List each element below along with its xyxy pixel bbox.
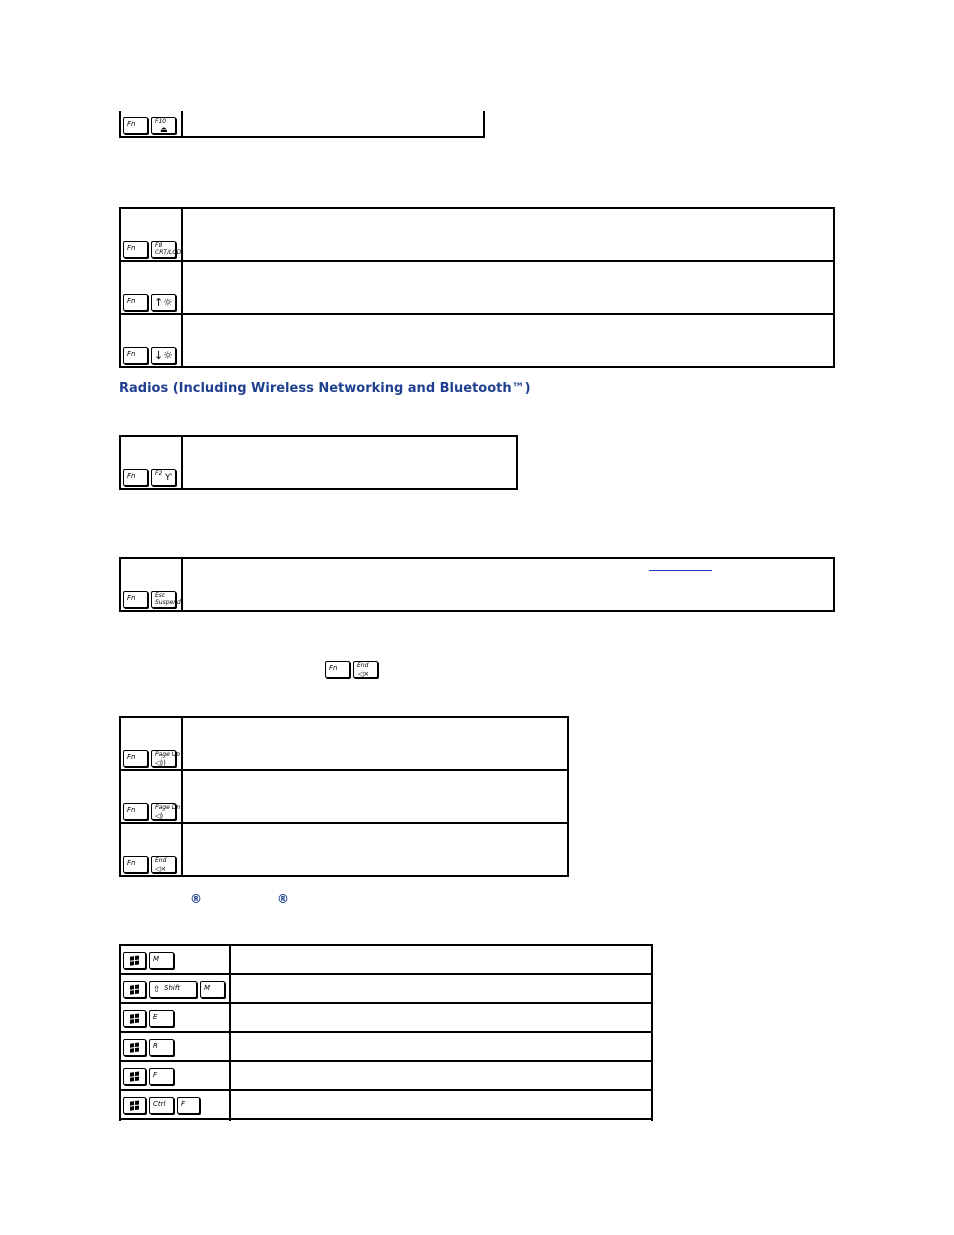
page-up-key: Page Up ◁)): [151, 750, 176, 767]
antenna-icon: Ƴ: [165, 473, 172, 483]
key-combo-cell: [120, 717, 182, 770]
key-combo-cell: [120, 1003, 230, 1032]
description-cell: [230, 1032, 652, 1061]
key-combo-cell: [120, 974, 230, 1003]
ctrl-key: Ctrl: [149, 1097, 174, 1114]
windows-logo-icon: [130, 1013, 140, 1024]
description-cell: [182, 823, 568, 876]
fn-key: Fn: [123, 591, 148, 608]
f2-key: F2 Ƴ: [151, 469, 176, 486]
f-key: F: [177, 1097, 200, 1114]
fn-key: Fn: [123, 750, 148, 767]
description-cell: [182, 208, 834, 261]
registered-mark: ®: [190, 892, 202, 906]
radios-heading: Radios (Including Wireless Networking and Bluetooth™): [119, 381, 531, 396]
down-brightness-key: [151, 347, 176, 364]
fn-key: Fn: [123, 803, 148, 820]
windows-key: [123, 1010, 146, 1027]
esc-key: Esc Suspend: [151, 591, 176, 608]
description-cell: [182, 261, 834, 314]
description-cell: [230, 945, 652, 974]
end-key: End ◁×: [353, 661, 378, 678]
description-cell: [230, 1090, 652, 1119]
fn-key: Fn: [123, 294, 148, 311]
m-key: M: [200, 981, 225, 998]
page-dn-key: Page Dn ◁): [151, 803, 176, 820]
fn-key: Fn: [123, 856, 148, 873]
key-combo-cell: [120, 1032, 230, 1061]
fn-key: Fn: [123, 469, 148, 486]
description-cell: [182, 111, 484, 137]
windows-logo-icon: [130, 1042, 140, 1053]
eject-hotkey-table: [119, 111, 485, 138]
eject-icon: ⏏: [160, 125, 168, 134]
key-combo-cell: [120, 111, 182, 137]
volume-down-icon: ◁): [155, 812, 164, 820]
key-combo-cell: [120, 261, 182, 314]
power-management-link[interactable]: [649, 570, 712, 571]
windows-logo-icon: [130, 1100, 140, 1111]
radios-hotkey-table: [119, 435, 518, 490]
f-key: F: [149, 1068, 174, 1085]
windows-key: [123, 1039, 146, 1056]
m-key: M: [149, 952, 174, 969]
windows-logo-icon: [130, 1071, 140, 1082]
key-combo-cell: [120, 314, 182, 367]
description-cell: [230, 1061, 652, 1090]
windows-key: [123, 1097, 146, 1114]
description-cell: [182, 770, 568, 823]
description-cell: [182, 314, 834, 367]
windows-key-table: [119, 944, 653, 1121]
power-hotkey-table: [119, 557, 835, 612]
key-combo-cell: [120, 945, 230, 974]
windows-key: [123, 1068, 146, 1085]
key-combo-cell: [120, 823, 182, 876]
description-cell: [230, 1003, 652, 1032]
windows-logo-icon: [130, 955, 140, 966]
description-cell: [182, 717, 568, 770]
description-cell: [182, 436, 517, 489]
registered-mark: ®: [277, 892, 289, 906]
inline-mute-keys: [325, 659, 381, 678]
end-key: End ◁×: [151, 856, 176, 873]
windows-key: [123, 981, 146, 998]
description-cell: [230, 1119, 652, 1121]
key-combo-cell: [120, 1090, 230, 1119]
description-cell: [182, 558, 834, 611]
up-arrow-icon: ↑: [154, 296, 164, 309]
fn-key: Fn: [123, 241, 148, 258]
windows-key: [123, 952, 146, 969]
display-hotkeys-table: [119, 207, 835, 368]
f8-key: F8 CRT/LCD: [151, 241, 176, 258]
volume-up-icon: ◁)): [155, 759, 166, 767]
windows-logo-icon: [130, 984, 140, 995]
key-combo-cell: [120, 558, 182, 611]
fn-key: Fn: [123, 117, 148, 134]
mute-icon: ◁×: [358, 670, 370, 678]
shift-arrow-icon: ⇧: [153, 985, 161, 995]
brightness-icon: ☼: [163, 349, 173, 362]
up-brightness-key: [151, 294, 176, 311]
f10-key: F10 ⏏: [151, 117, 176, 134]
fn-key: Fn: [123, 347, 148, 364]
e-key: E: [149, 1010, 174, 1027]
key-combo-cell: [120, 770, 182, 823]
key-combo-cell: [120, 1061, 230, 1090]
description-cell: [230, 974, 652, 1003]
brightness-icon: ☼: [163, 296, 173, 309]
mute-icon: ◁×: [155, 865, 167, 873]
key-combo-cell: [120, 208, 182, 261]
r-key: R: [149, 1039, 174, 1056]
shift-key: ⇧ Shift: [149, 981, 197, 998]
key-combo-cell: [120, 1119, 230, 1121]
key-combo-cell: [120, 436, 182, 489]
down-arrow-icon: ↓: [154, 349, 164, 362]
fn-key: Fn: [325, 661, 350, 678]
speaker-hotkeys-table: [119, 716, 569, 877]
